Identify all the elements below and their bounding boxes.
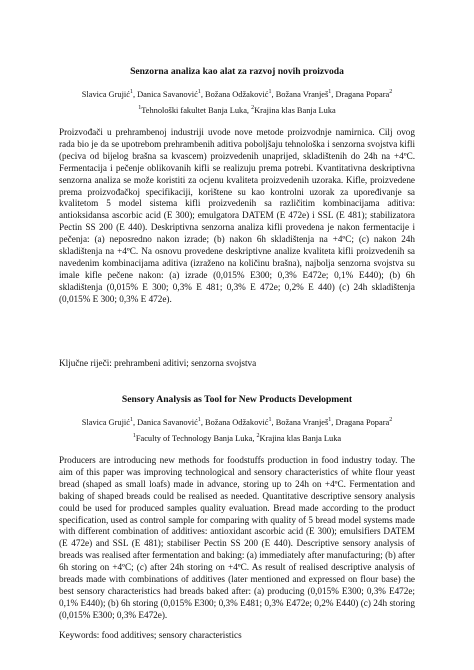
author: Božana Vranješ$^1$, [275,417,336,427]
author: Dragana Popara$^2$ [335,89,393,99]
english-authors [0,418,474,427]
author: Slavica Grujić$^1$, [81,417,138,427]
author: Danica Savanović$^1$, [137,89,206,99]
english-affiliation: $^1$Faculty of Technology Banja Luka, $^2$Krajina klas Banja Luka [132,433,342,443]
english-abstract: Producers are introducing new methods for foodstuffs production in food industry today. The aim of this paper was improving technological and sensory characteristics of white flour yeast bread (shaped as small loafs) made in advance, storing up to 24h on +4ºC. Fermentation and baking of shaped breads could be realised as needed. Quantitative descriptive sensory analysis could be used for produced samples quality evaluation. Bread made according to the product specification, used as control sample for comparing with quality of 5 bread model systems made with different combination of additives: antioxidant ascorbic acid (E 300); emulsifiers DATEM (E 472e) and SSL (E 481); stabiliser Pectin SS 200 (E 440). Descriptive sensory analysis of breads was realised after fermentation and baking: (a) immediately after manufacturing; (b) after 6h storing on +4ºC; (c) after 24h storing on +4ºC. As result of realised descriptive analysis of breads made with combinations of additives (later mentioned and expressed on flour base) the best sensory characteristics had breads baked after: (a) producing (0,015% E300; 0,3% E472e; 0,1% E440); (b) 6h storing (0,015% E300; 0,3% E481; 0,3% E472e; 0,2% E440) (c) 24h storing (0,015% E300; 0,3% E472e). [59,455,415,620]
author: Dragana Popara$^2$ [335,417,393,427]
author: Božana Odžaković$^1$, [205,417,276,427]
author: Božana Odžaković$^1$, [205,89,276,99]
author: Božana Vranješ$^1$, [275,89,336,99]
author: Danica Savanović$^1$, [137,417,206,427]
author: Slavica Grujić$^1$, [81,89,138,99]
serbian-abstract: Proizvođači u prehrambenoj industriji uvode nove metode proizvodnje namirnica. Cilj ovog rada bio je da se upotrebom prehrambenih aditiva poboljšaju tehnološka i senzorna svojstva kifli (peciva od bijelog brašna sa kvascem) proizvedenih unaprijed, skladištenih do 24h na +4ºC. Fermentacija i pečenje oblikovanih kifli se realizuju prema potrebi. Kvantitativna deskriptivna senzorna analiza se može koristiti za ocjenu kvaliteta proizvedenih uzoraka. Kifle, proizvedene prema proizvođačkoj specifikaciji, korištene su kao kontrolni uzorak za upoređivanje sa kvalitetom 5 model sistema kifli proizvedenih sa različitim kombinacijama aditiva: antioksidansa ascorbic acid (E 300); emulgatora DATEM (E 472e) i SSL (E 481); stabilizatora Pectin SS 200 (E 440). Deskriptivna senzorna analiza kifli provedena je nakon fermentacije i pečenja: (a) neposredno nakon izrade; (b) nakon 6h skladištenja na +4ºC; (c) nakon 24h skladištenja na +4ºC. Na osnovu provedene deskriptivne analize kvaliteta kifli proizvedenih sa navedenim kombinacijama aditiva (izraženo na količinu brašna), najbolja senzorna svojstva su imale kifle pečene nakon: (a) izrade (0,015% E300; 0,3% E472e; 0,1% E440); (b) 6h skladištenja (0,015% E 300; 0,3% E 481; 0,3% E 472e; 0,2% E 440) (c) 24h skladištenja (0,015% E 300; 0,3% E 472e). [59,127,415,304]
serbian-keywords: Ključne riječi: prehrambeni aditivi; senzorna svojstva [59,358,257,368]
serbian-authors [0,90,474,99]
serbian-title: Senzorna analiza kao alat za razvoj novih proizvoda [130,66,344,77]
english-keywords: Keywords: food additives; sensory characteristics [59,630,242,640]
english-title: Sensory Analysis as Tool for New Products Development [121,394,353,405]
serbian-affiliation: $^1$Tehnološki fakultet Banja Luka, $^2$Krajina klas Banja Luka [138,105,336,115]
